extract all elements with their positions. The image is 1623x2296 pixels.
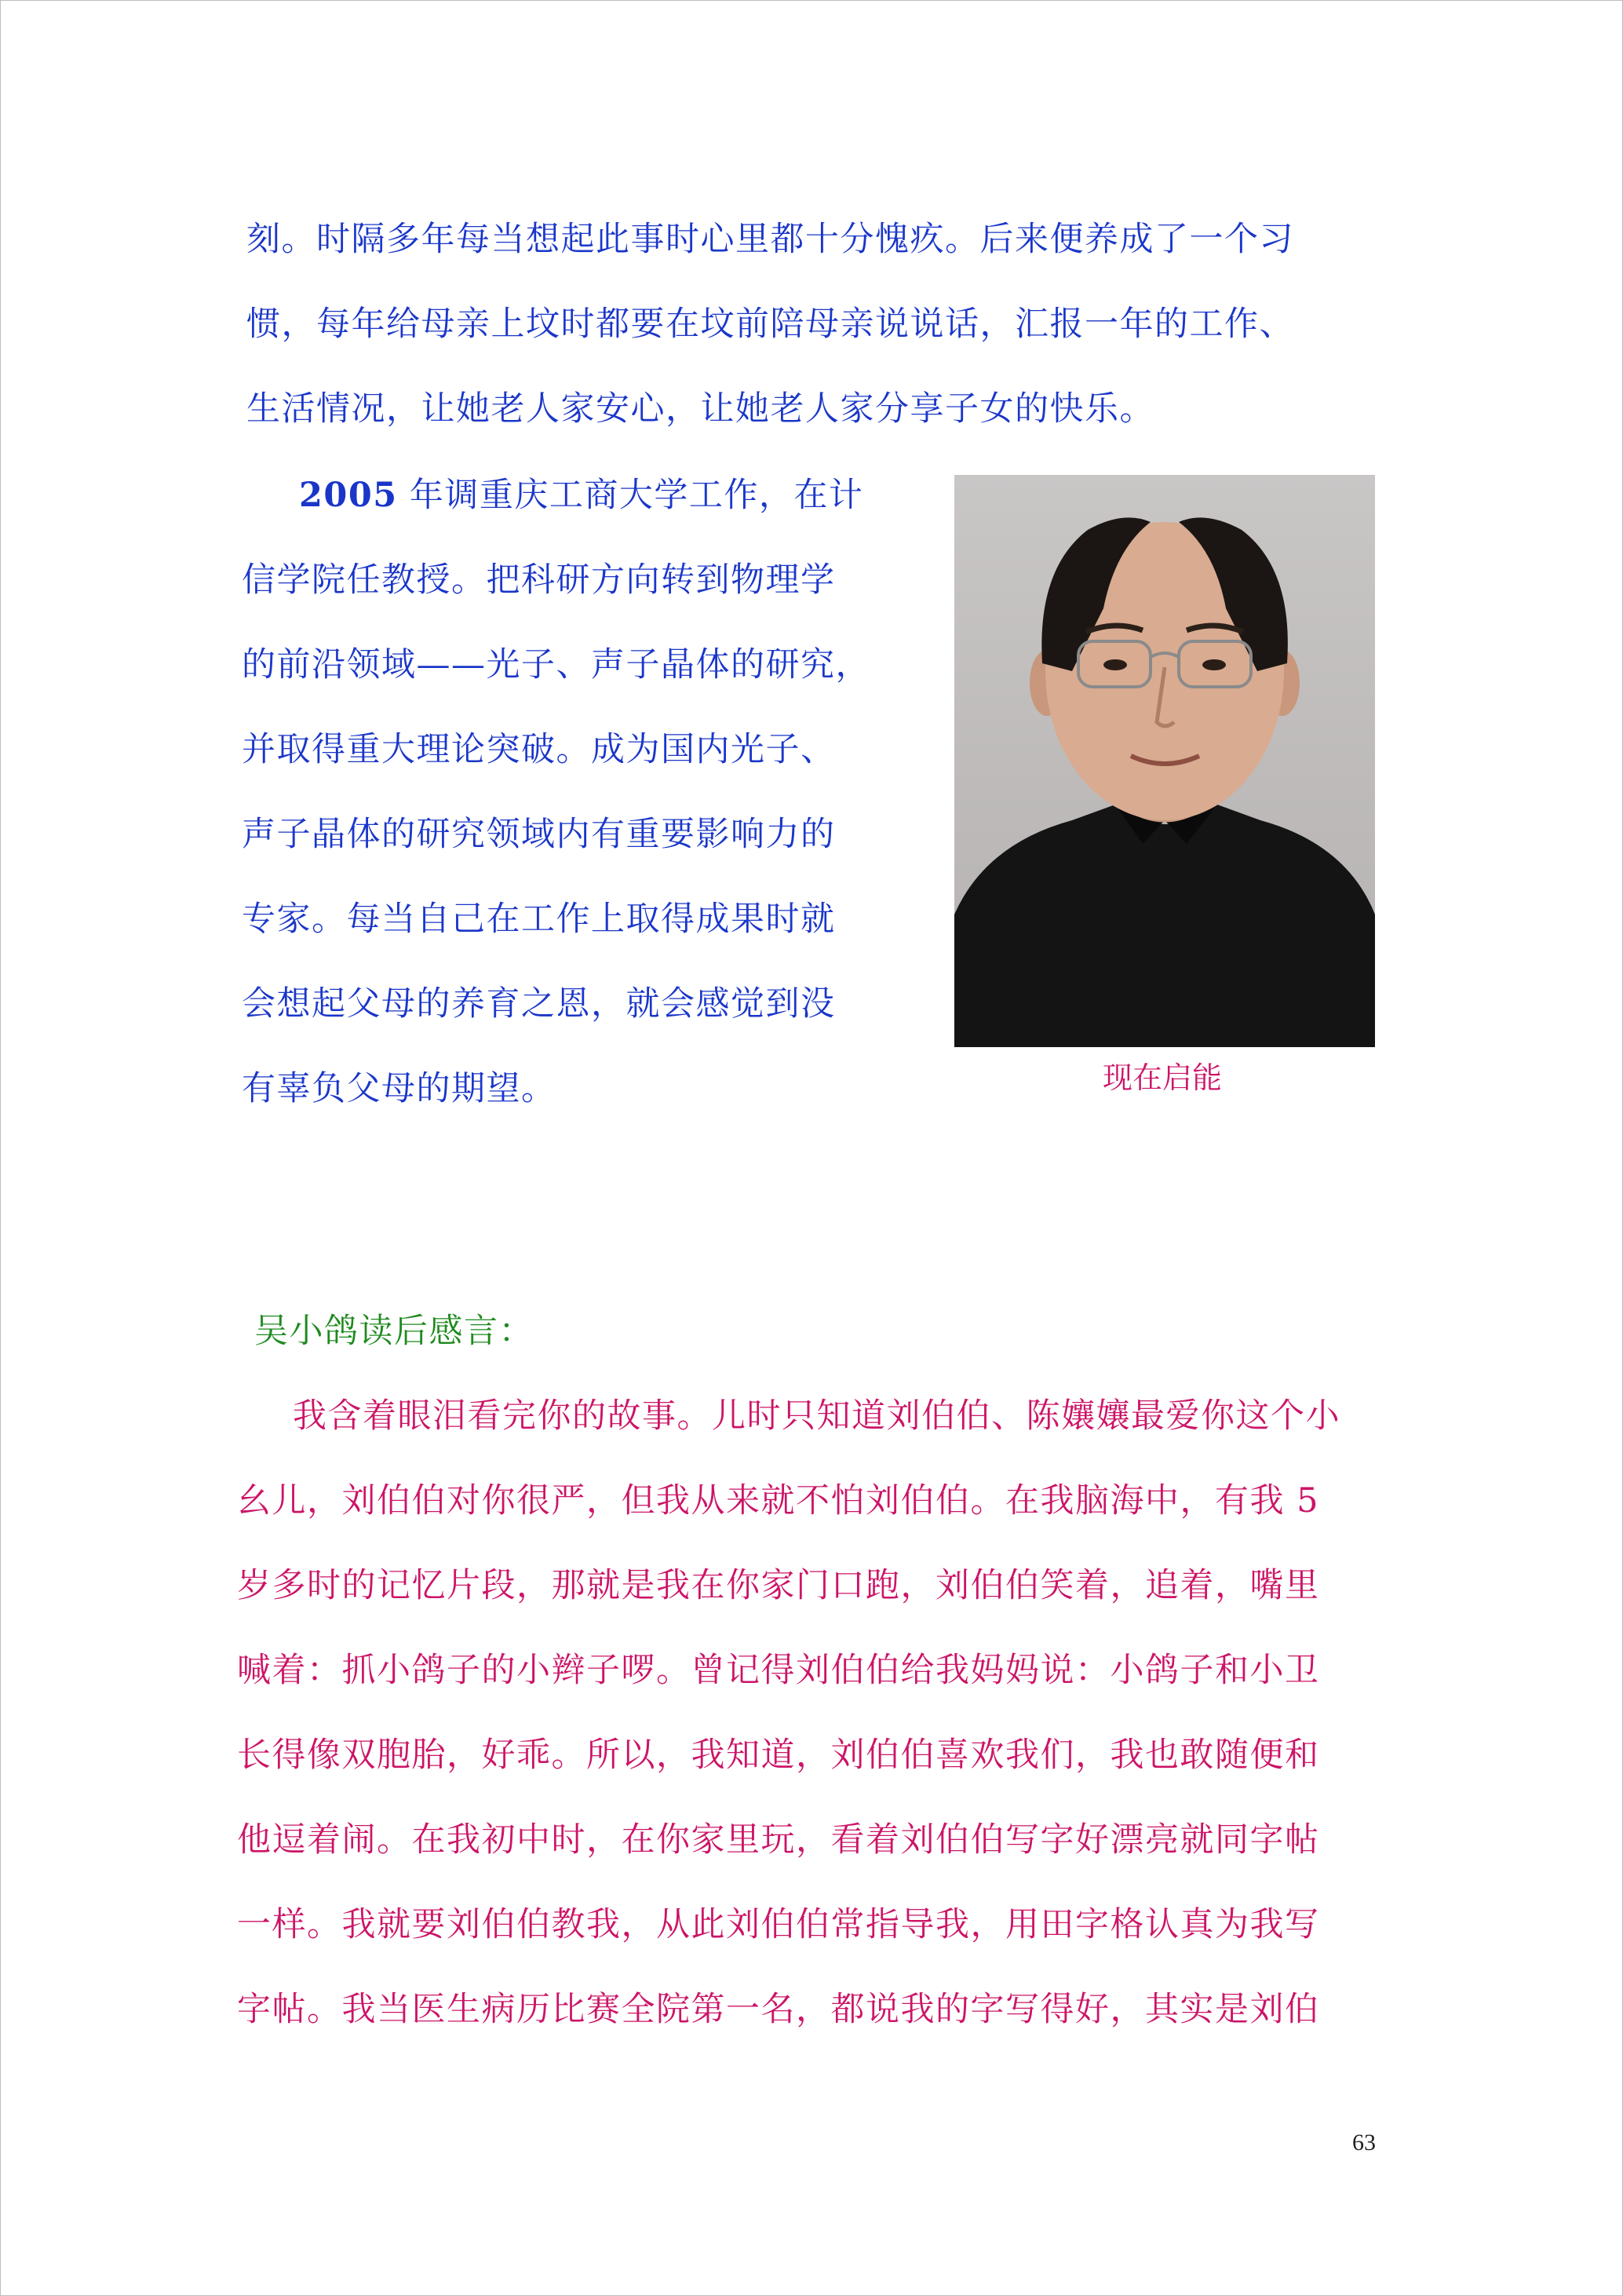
year-paragraph-line-3: 的前沿领域——光子、声子晶体的研究， bbox=[242, 645, 870, 684]
portrait-illustration bbox=[954, 475, 1375, 1047]
reader-section-heading: 吴小鸽读后感言： bbox=[254, 1312, 534, 1351]
reader-line-2: 幺儿，刘伯伯对你很严，但我从来就不怕刘伯伯。在我脑海中，有我 5 bbox=[237, 1481, 1320, 1520]
year-paragraph-line-4: 并取得重大理论突破。成为国内光子、 bbox=[242, 730, 836, 769]
year-paragraph-line-2: 信学院任教授。把科研方向转到物理学 bbox=[242, 560, 836, 600]
reader-line-3: 岁多时的记忆片段，那就是我在你家门口跑，刘伯伯笑着，追着，嘴里 bbox=[237, 1566, 1320, 1605]
top-paragraph-line-3: 生活情况，让她老人家安心，让她老人家分享子女的快乐。 bbox=[246, 389, 1154, 429]
year-paragraph-line-7: 会想起父母的养育之恩，就会感觉到没 bbox=[242, 984, 836, 1024]
photo-caption: 现在启能 bbox=[1103, 1060, 1223, 1095]
reader-line-5: 长得像双胞胎，好乖。所以，我知道，刘伯伯喜欢我们，我也敢随便和 bbox=[237, 1736, 1320, 1775]
reader-line-7: 一样。我就要刘伯伯教我，从此刘伯伯常指导我，用田字格认真为我写 bbox=[237, 1905, 1320, 1944]
reader-line-1: 我含着眼泪看完你的故事。儿时只知道刘伯伯、陈孃孃最爱你这个小 bbox=[293, 1396, 1340, 1436]
portrait-photo bbox=[954, 475, 1375, 1047]
year-number: 2005 bbox=[299, 476, 398, 515]
reader-line-8: 字帖。我当医生病历比赛全院第一名，都说我的字写得好，其实是刘伯 bbox=[237, 1990, 1320, 2029]
top-paragraph-line-1: 刻。时隔多年每当想起此事时心里都十分愧疚。后来便养成了一个习 bbox=[246, 220, 1294, 259]
top-paragraph-line-2: 惯，每年给母亲上坟时都要在坟前陪母亲说说话，汇报一年的工作、 bbox=[246, 305, 1294, 344]
reader-line-6: 他逗着闹。在我初中时，在你家里玩，看着刘伯伯写字好漂亮就同字帖 bbox=[237, 1820, 1320, 1860]
reader-line-4: 喊着：抓小鸽子的小辫子啰。曾记得刘伯伯给我妈妈说：小鸽子和小卫 bbox=[237, 1651, 1320, 1690]
year-paragraph-line-5: 声子晶体的研究领域内有重要影响力的 bbox=[242, 815, 836, 854]
year-paragraph-line-8: 有辜负父母的期望。 bbox=[242, 1069, 556, 1108]
year-paragraph-line-1-text: 年调重庆工商大学工作，在计 bbox=[397, 476, 864, 515]
year-paragraph-line-6: 专家。每当自己在工作上取得成果时就 bbox=[242, 900, 836, 939]
page-number: 63 bbox=[1352, 2130, 1376, 2155]
year-paragraph-line-1 bbox=[299, 472, 863, 519]
